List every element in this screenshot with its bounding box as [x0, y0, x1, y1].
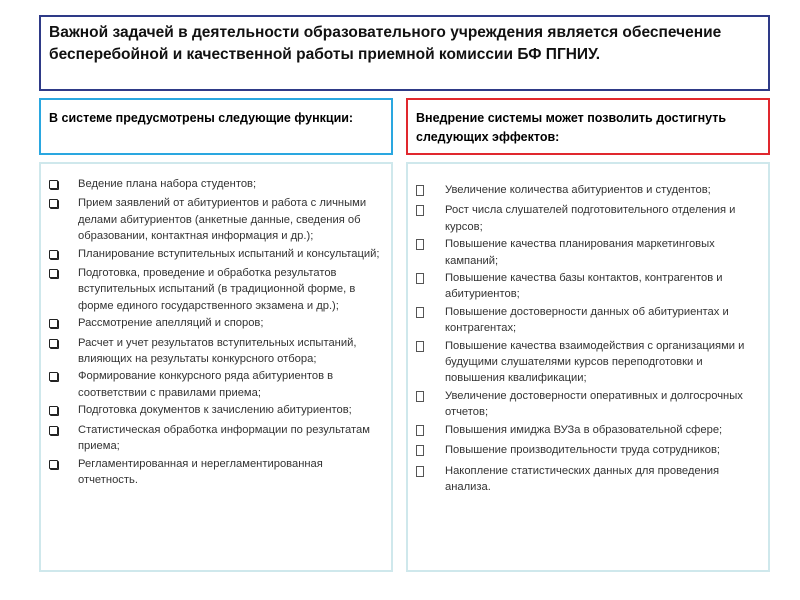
list-item-text: Увеличение количества абитуриентов и студентов;	[445, 184, 711, 196]
list-item	[412, 422, 762, 441]
list-item	[412, 442, 762, 461]
list-item-text: Ведение плана набора студентов;	[78, 178, 257, 190]
list-item-text: Рассмотрение апелляций и споров;	[78, 317, 264, 330]
bullet-checkbox-icon	[49, 250, 58, 259]
functions-list-box	[39, 162, 393, 572]
list-item	[45, 265, 385, 314]
bullet-checkbox-icon	[416, 466, 424, 477]
effects-list-box	[406, 162, 770, 572]
bullet-checkbox-icon	[49, 339, 58, 348]
bullet-checkbox-icon	[49, 460, 58, 469]
list-item	[412, 304, 762, 337]
list-item	[412, 338, 762, 387]
list-item-text: Подготовка документов к зачислению абитуриентов;	[78, 404, 352, 417]
bullet-checkbox-icon	[49, 319, 58, 328]
list-item-text: Повышение достоверности данных об абитуриентах и контрагентах;	[445, 305, 729, 335]
functions-list	[45, 176, 385, 488]
list-item	[412, 182, 762, 201]
bullet-checkbox-icon	[416, 391, 424, 402]
list-item	[45, 402, 385, 420]
list-item-text: Формирование конкурсного ряда абитуриентов в соответствии с правилами приема;	[78, 370, 334, 399]
list-item-text: Повышение производительности труда сотрудников;	[445, 444, 721, 457]
list-item	[45, 422, 385, 455]
effects-header-text: Внедрение системы может позволить достигнуть следующих эффектов:	[416, 111, 727, 144]
functions-header	[39, 98, 393, 155]
effects-list	[412, 182, 762, 495]
bullet-checkbox-icon	[416, 425, 424, 436]
list-item	[45, 335, 385, 368]
list-item	[45, 246, 385, 264]
bullet-checkbox-icon	[49, 406, 58, 415]
bullet-checkbox-icon	[416, 307, 424, 318]
effects-header	[406, 98, 770, 155]
list-item	[412, 236, 762, 269]
list-item	[45, 315, 385, 333]
list-item-text: Повышение качества планирования маркетинговых кампаний;	[445, 238, 715, 267]
list-item-text: Повышение качества взаимодействия с организациями и будущими слушателями курсов переподготовки и повышения квалификации;	[445, 339, 745, 385]
bullet-checkbox-icon	[49, 180, 58, 189]
bullet-checkbox-icon	[416, 445, 424, 456]
bullet-checkbox-icon	[416, 273, 424, 284]
title-text: Важной задачей в деятельности образовательного учреждения является обеспечение бесперебойной и качественной работы приемной комиссии БФ ПГНИУ.	[49, 24, 722, 63]
list-item-text: Расчет и учет результатов вступительных испытаний, влияющих на результаты конкурсного отбора;	[78, 336, 357, 366]
list-item	[412, 388, 762, 421]
list-item-text: Планирование вступительных испытаний и консультаций;	[78, 247, 380, 260]
title-box	[39, 15, 770, 91]
bullet-checkbox-icon	[416, 205, 424, 216]
bullet-checkbox-icon	[416, 185, 424, 196]
bullet-checkbox-icon	[49, 426, 58, 435]
list-item-text: Статистическая обработка информации по результатам приема;	[78, 423, 370, 453]
list-item-text: Рост числа слушателей подготовительного отделения и курсов;	[445, 204, 736, 233]
list-item-text: Подготовка, проведение и обработка результатов вступительных испытаний (в традиционной форме, в форме единого государственного экзамена и др.);	[78, 267, 356, 312]
list-item	[45, 456, 385, 489]
functions-header-text: В системе предусмотрены следующие функции:	[49, 111, 354, 125]
list-item	[412, 202, 762, 235]
list-item	[45, 195, 385, 244]
bullet-checkbox-icon	[49, 269, 58, 278]
bullet-checkbox-icon	[416, 239, 424, 250]
list-item-text: Накопление статистических данных для проведения анализа.	[445, 464, 720, 493]
list-item-text: Прием заявлений от абитуриентов и работа с личными делами абитуриентов (анкетные данные, сведения об образовании, контактная информация и др.);	[78, 197, 367, 243]
list-item	[45, 368, 385, 401]
list-item-text: Регламентированная и нерегламентированная отчетность.	[78, 457, 323, 486]
bullet-checkbox-icon	[416, 341, 424, 352]
list-item-text: Повышения имиджа ВУЗа в образовательной сфере;	[445, 423, 723, 436]
list-item-text: Повышение качества базы контактов, контрагентов и абитуриентов;	[445, 272, 723, 301]
list-item-text: Увеличение достоверности оперативных и долгосрочных отчетов;	[445, 389, 743, 419]
list-item	[412, 463, 762, 496]
bullet-checkbox-icon	[49, 372, 58, 381]
list-item	[45, 176, 385, 194]
list-item	[412, 270, 762, 303]
bullet-checkbox-icon	[49, 199, 58, 208]
